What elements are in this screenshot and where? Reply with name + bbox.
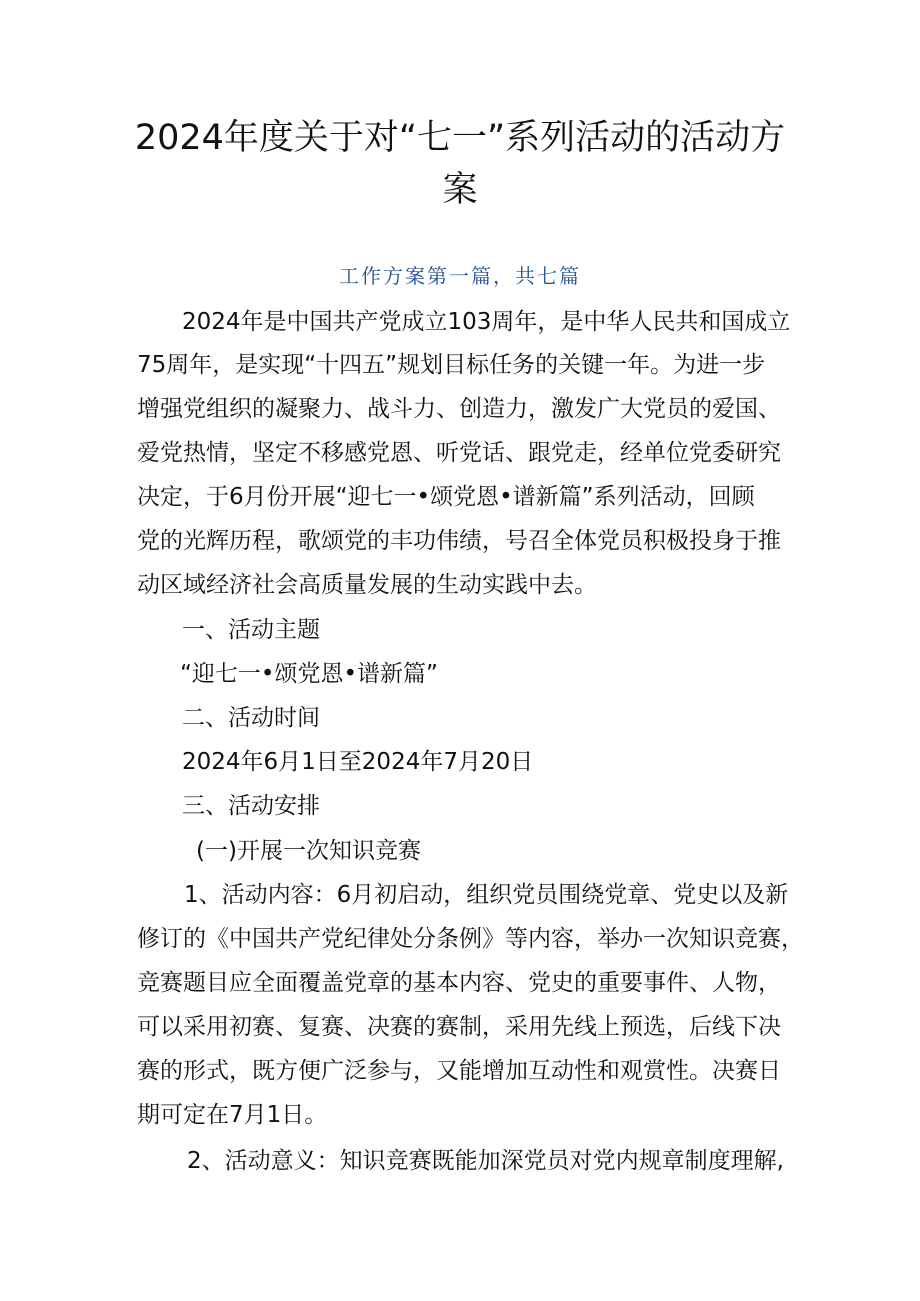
paragraph-line: 2、活动意义：知识竞赛既能加深党员对党内规章制度理解, [187, 1148, 784, 1174]
paragraph-line: 爱党热情，坚定不移感党恩、听党话、跟党走，经单位党委研究 [137, 440, 781, 466]
title-line-2: 案 [442, 170, 478, 210]
paragraph-line: 期可定在7月1日。 [137, 1102, 328, 1128]
paragraph-line: 可以采用初赛、复赛、决赛的赛制，采用先线上预选，后线下决 [137, 1014, 781, 1040]
paragraph-line: 赛的形式，既方便广泛参与，又能增加互动性和观赏性。决赛日 [137, 1058, 781, 1084]
paragraph-line: 竞赛题目应全面覆盖党章的基本内容、党史的重要事件、人物， [137, 970, 781, 996]
activity-time: 2024年6月1日至2024年7月20日 [182, 749, 534, 775]
title-line-1: 2024年度关于对“七一”系列活动的活动方 [134, 118, 786, 158]
section-heading-theme: 一、活动主题 [182, 617, 320, 643]
section-heading-arrangement: 三、活动安排 [182, 793, 320, 819]
paragraph-line: 2024年是中国共产党成立103周年，是中华人民共和国成立 [182, 309, 791, 335]
section-heading-time: 二、活动时间 [182, 705, 320, 731]
paragraph-line: 动区域经济社会高质量发展的生动实践中去。 [137, 572, 597, 598]
activity-theme: “迎七一•颂党恩•谱新篇” [180, 661, 438, 687]
paragraph-line: 决定，于6月份开展“迎七一•颂党恩•谱新篇”系列活动，回顾 [137, 484, 755, 510]
paragraph-line: 75周年，是实现“十四五”规划目标任务的关键一年。为进一步 [137, 352, 766, 378]
paragraph-line: 修订的《中国共产党纪律处分条例》等内容，举办一次知识竞赛， [137, 926, 804, 952]
paragraph-line: 1、活动内容：6月初启动，组织党员围绕党章、党史以及新 [184, 882, 789, 908]
paragraph-line: 增强党组织的凝聚力、战斗力、创造力，激发广大党员的爱国、 [137, 396, 781, 422]
paragraph-line: 党的光辉历程，歌颂党的丰功伟绩，号召全体党员积极投身于推 [137, 528, 781, 554]
subsection-heading: (一)开展一次知识竞赛 [196, 838, 421, 864]
document-title [130, 112, 790, 216]
document-subtitle: 工作方案第一篇，共七篇 [339, 264, 581, 288]
